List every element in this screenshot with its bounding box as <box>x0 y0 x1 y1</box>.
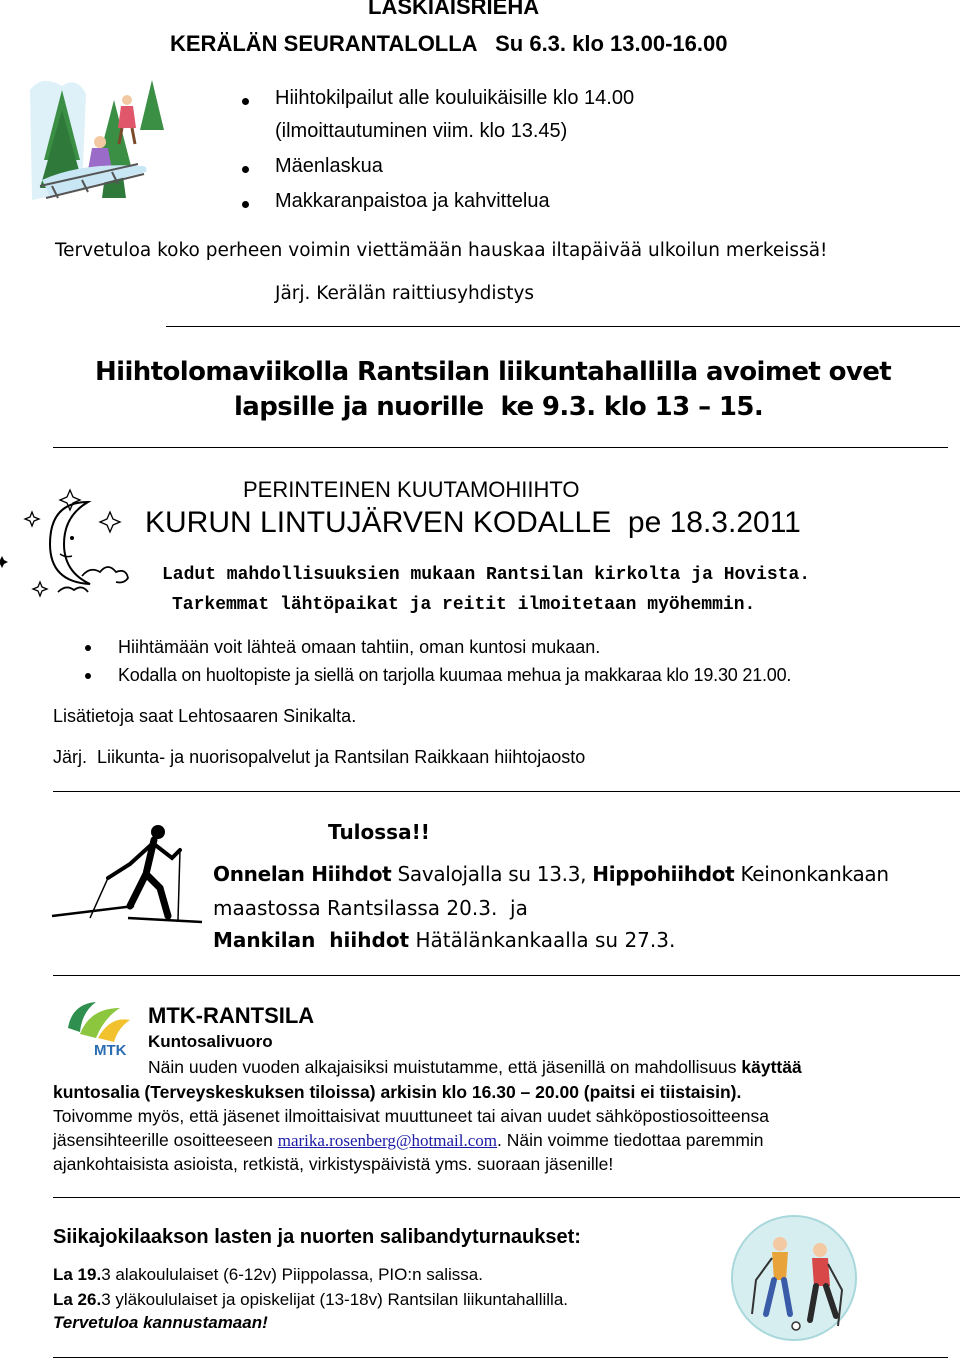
date-text: Su 6.3. klo 13.00-16.00 <box>495 31 728 56</box>
event-detail: Keinonkankaan <box>734 862 889 886</box>
divider <box>53 447 948 448</box>
mtk-title: MTK-RANTSILA <box>148 1003 315 1028</box>
divider <box>53 975 960 976</box>
bullet-icon <box>85 645 91 651</box>
mtk-logo <box>60 998 132 1064</box>
kuutamohiihto-note: Ladut mahdollisuuksien mukaan Rantsilan kirkolta ja Hovista. <box>162 565 811 585</box>
mtk-paragraph-line: ajankohtaisista asioista, retkistä, virkistyspäivistä yms. suoraan jäsenille! <box>53 1154 614 1174</box>
tulossa-line: maastossa Rantsilassa 20.3. ja <box>213 896 528 920</box>
bullet-icon <box>242 166 249 173</box>
tulossa-line <box>213 862 889 886</box>
email-link[interactable]: marika.rosenberg@hotmail.com <box>277 1131 498 1150</box>
date-bold: La 19. <box>53 1265 102 1284</box>
salibandy-title: Siikajokilaakson lasten ja nuorten salibandyturnaukset: <box>53 1226 581 1248</box>
floorball-players-illustration <box>726 1210 862 1346</box>
bullet-icon <box>85 673 91 679</box>
event-item: Makkaranpaistoa ja kahvittelua <box>275 190 550 212</box>
hiihtoloma-heading-line2: lapsille ja nuorille ke 9.3. klo 13 – 15. <box>234 392 764 422</box>
event-name: Onnelan Hiihdot <box>213 862 392 886</box>
tulossa-heading: Tulossa!! <box>328 820 430 844</box>
mtk-logo-mark <box>60 998 132 1046</box>
event-item: Hiihtokilpailut alle kouluikäisille klo 14.00 <box>275 87 635 109</box>
mtk-paragraph-line <box>53 1130 764 1151</box>
text-span-bold: käyttää <box>741 1057 802 1077</box>
text-span: jäsensihteerille osoitteeseen <box>53 1130 278 1150</box>
event-detail: Hätälänkankaalla su 27.3. <box>409 928 676 952</box>
kuutamohiihto-info: Lisätietoja saat Lehtosaaren Sinikalta. <box>53 706 357 726</box>
kuutamohiihto-item: Hiihtämään voit lähteä omaan tahtiin, oman kuntosi mukaan. <box>118 637 601 657</box>
mtk-paragraph-line: kuntosalia (Terveyskeskuksen tiloissa) arkisin klo 16.30 – 20.00 (paitsi ei tiistaisin). <box>53 1082 742 1102</box>
welcome-text: Tervetuloa koko perheen voimin viettämään hauskaa iltapäivää ulkoilun merkeissä! <box>55 240 828 261</box>
event-name: Hippohiihdot <box>592 862 735 886</box>
text-span: 3 alakoululaiset (6-12v) Piippolassa, PIO:n salissa. <box>101 1265 483 1284</box>
date-bold: La 26. <box>53 1290 102 1309</box>
organizer-label: Järj. <box>53 747 88 767</box>
event-item: Mäenlaskua <box>275 155 383 177</box>
bullet-icon <box>242 201 249 208</box>
event-detail: Savalojalla su 13.3, <box>391 862 593 886</box>
kuutamohiihto-title: PERINTEINEN KUUTAMOHIIHTO <box>243 477 580 502</box>
mtk-paragraph-line <box>148 1057 802 1078</box>
kuutamohiihto-organizer <box>53 747 585 768</box>
divider <box>53 791 960 792</box>
hiihtoloma-heading-line1: Hiihtolomaviikolla Rantsilan liikuntahallilla avoimet ovet <box>95 357 892 387</box>
salibandy-line <box>53 1290 568 1310</box>
bullet-icon <box>242 98 249 105</box>
divider <box>53 1357 948 1358</box>
mtk-paragraph-line: Toivomme myös, että jäsenet ilmoittaisivat muuttuneet tai aivan uudet sähköpostiosoitteensa <box>53 1106 769 1126</box>
text-span: Näin uuden vuoden alkajaisiksi muistutamme, että jäsenillä on mahdollisuus <box>148 1057 742 1077</box>
laskiaisrieha-venue <box>170 31 727 57</box>
divider <box>53 1197 960 1198</box>
divider <box>166 326 960 327</box>
salibandy-welcome: Tervetuloa kannustamaan! <box>53 1313 268 1332</box>
skier-illustration <box>50 818 210 928</box>
kuutamohiihto-note: Tarkemmat lähtöpaikat ja reitit ilmoitetaan myöhemmin. <box>172 595 756 615</box>
event-name: Mankilan hiihdot <box>213 928 410 952</box>
organizer-name: Liikunta- ja nuorisopalvelut ja Rantsilan Raikkaan hiihtojaosto <box>97 747 586 767</box>
text-span: . Näin voimme tiedottaa paremmin <box>497 1130 764 1150</box>
text-span: 3 yläkoululaiset ja opiskelijat (13-18v) Rantsilan liikuntahallilla. <box>101 1290 568 1309</box>
kuutamohiihto-location: KURUN LINTUJÄRVEN KODALLE pe 18.3.2011 <box>145 506 801 539</box>
salibandy-line <box>53 1265 483 1285</box>
laskiaisrieha-title: LASKIAISRIEHA <box>368 0 540 19</box>
event-item-note: (ilmoittautuminen viim. klo 13.45) <box>275 120 568 142</box>
moon-stars-illustration <box>0 472 150 602</box>
mtk-subtitle: Kuntosalivuoro <box>148 1032 273 1051</box>
sledding-kids-illustration <box>22 70 172 220</box>
mtk-logo-text: MTK <box>94 1042 127 1059</box>
kuutamohiihto-item: Kodalla on huoltopiste ja siellä on tarjolla kuumaa mehua ja makkaraa klo 19.30 21.00. <box>118 665 792 685</box>
tulossa-line <box>213 928 675 952</box>
organizer-text: Järj. Kerälän raittiusyhdistys <box>275 283 535 304</box>
venue-text: KERÄLÄN SEURANTALOLLA <box>170 31 477 56</box>
